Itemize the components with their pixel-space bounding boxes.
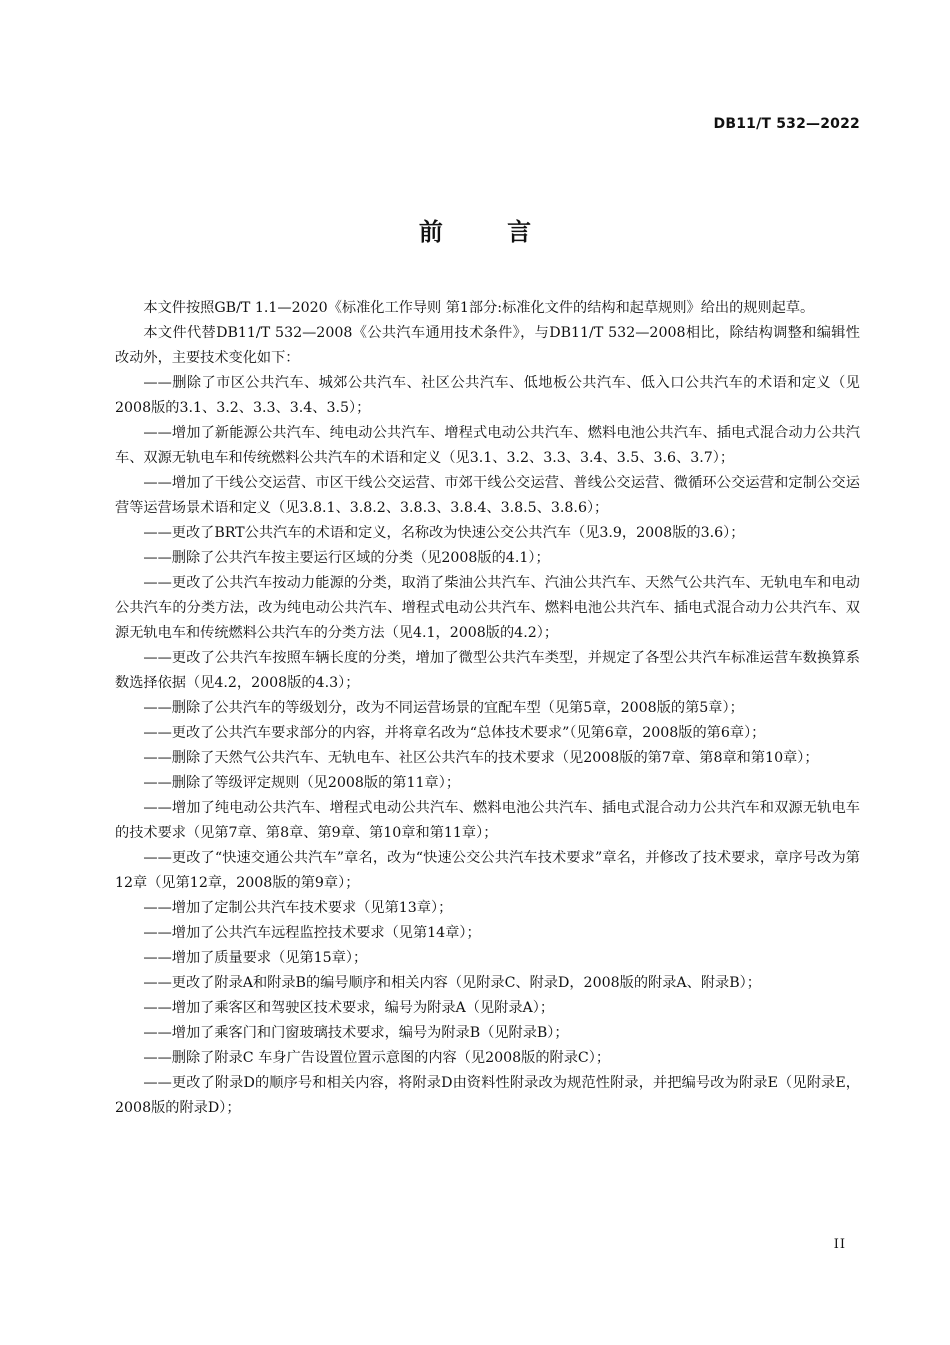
paragraph: 本文件按照GB/T 1.1—2020《标准化工作导则 第1部分:标准化文件的结构和起草规则》给出的规则起草。 [143, 300, 815, 316]
list-item: ——更改了附录A和附录B的编号顺序和相关内容（见附录C、附录D，2008版的附录A、附录B）； [143, 975, 761, 991]
list-item: ——增加了新能源公共汽车、纯电动公共汽车、增程式电动公共汽车、燃料电池公共汽车、插电式混合动力公共汽车、双源无轨电车和传统燃料公共汽车的术语和定义（见3.1、3.2、3.3、3.4、3.5、3.6、3.7）； [115, 425, 860, 466]
list-item: ——更改了公共汽车按动力能源的分类，取消了柴油公共汽车、汽油公共汽车、天然气公共汽车、无轨电车和电动公共汽车的分类方法，改为纯电动公共汽车、增程式电动公共汽车、燃料电池公共汽车、插电式混合动力公共汽车、双源无轨电车和传统燃料公共汽车的分类方法（见4.1，2008版的4.2）； [115, 575, 860, 641]
page-number: II [833, 1237, 846, 1252]
list-item: ——删除了附录C 车身广告设置位置示意图的内容（见2008版的附录C）； [143, 1050, 611, 1066]
list-item: ——增加了乘客区和驾驶区技术要求，编号为附录A（见附录A）； [143, 1000, 555, 1016]
list-item: ——增加了乘客门和门窗玻璃技术要求，编号为附录B（见附录B）； [143, 1025, 569, 1041]
list-item: ——更改了“快速交通公共汽车”章名，改为“快速公交公共汽车技术要求”章名，并修改了技术要求，章序号改为第12章（见第12章，2008版的第9章）； [115, 850, 860, 891]
list-item: ——删除了公共汽车按主要运行区域的分类（见2008版的4.1）； [143, 550, 550, 566]
list-item: ——更改了公共汽车按照车辆长度的分类，增加了微型公共汽车类型，并规定了各型公共汽车标准运营车数换算系数选择依据（见4.2，2008版的4.3）； [115, 650, 860, 691]
page-title: 前 言 [418, 218, 560, 246]
list-item: ——更改了BRT公共汽车的术语和定义，名称改为快速公交公共汽车（见3.9，2008版的3.6）； [143, 525, 745, 541]
list-item: ——增加了公共汽车远程监控技术要求（见第14章）； [143, 925, 481, 941]
list-item: ——删除了天然气公共汽车、无轨电车、社区公共汽车的技术要求（见2008版的第7章、第8章和第10章）； [143, 750, 819, 766]
list-item: ——更改了附录D的顺序号和相关内容，将附录D由资料性附录改为规范性附录，并把编号改为附录E（见附录E，2008版的附录D）； [115, 1075, 860, 1116]
list-item: ——增加了干线公交运营、市区干线公交运营、市郊干线公交运营、普线公交运营、微循环公交运营和定制公交运营等运营场景术语和定义（见3.8.1、3.8.2、3.8.3、3.8.4、3.8.5、3.8.6）； [115, 475, 860, 516]
list-item: ——增加了定制公共汽车技术要求（见第13章）； [143, 900, 453, 916]
foreword-body [115, 296, 860, 1121]
document-code: DB11/T 532—2022 [713, 116, 860, 132]
list-item: ——删除了公共汽车的等级划分，改为不同运营场景的宜配车型（见第5章，2008版的第5章）； [143, 700, 744, 716]
list-item: ——更改了公共汽车要求部分的内容，并将章名改为“总体技术要求”（见第6章，2008版的第6章）； [143, 725, 766, 741]
list-item: ——删除了等级评定规则（见2008版的第11章）； [143, 775, 461, 791]
paragraph: 本文件代替DB11/T 532—2008《公共汽车通用技术条件》，与DB11/T 532—2008相比，除结构调整和编辑性改动外，主要技术变化如下： [115, 325, 860, 366]
list-item: ——增加了纯电动公共汽车、增程式电动公共汽车、燃料电池公共汽车、插电式混合动力公共汽车和双源无轨电车的技术要求（见第7章、第8章、第9章、第10章和第11章）； [115, 800, 860, 841]
list-item: ——删除了市区公共汽车、城郊公共汽车、社区公共汽车、低地板公共汽车、低入口公共汽车的术语和定义（见2008版的3.1、3.2、3.3、3.4、3.5）； [115, 375, 860, 416]
list-item: ——增加了质量要求（见第15章）； [143, 950, 368, 966]
